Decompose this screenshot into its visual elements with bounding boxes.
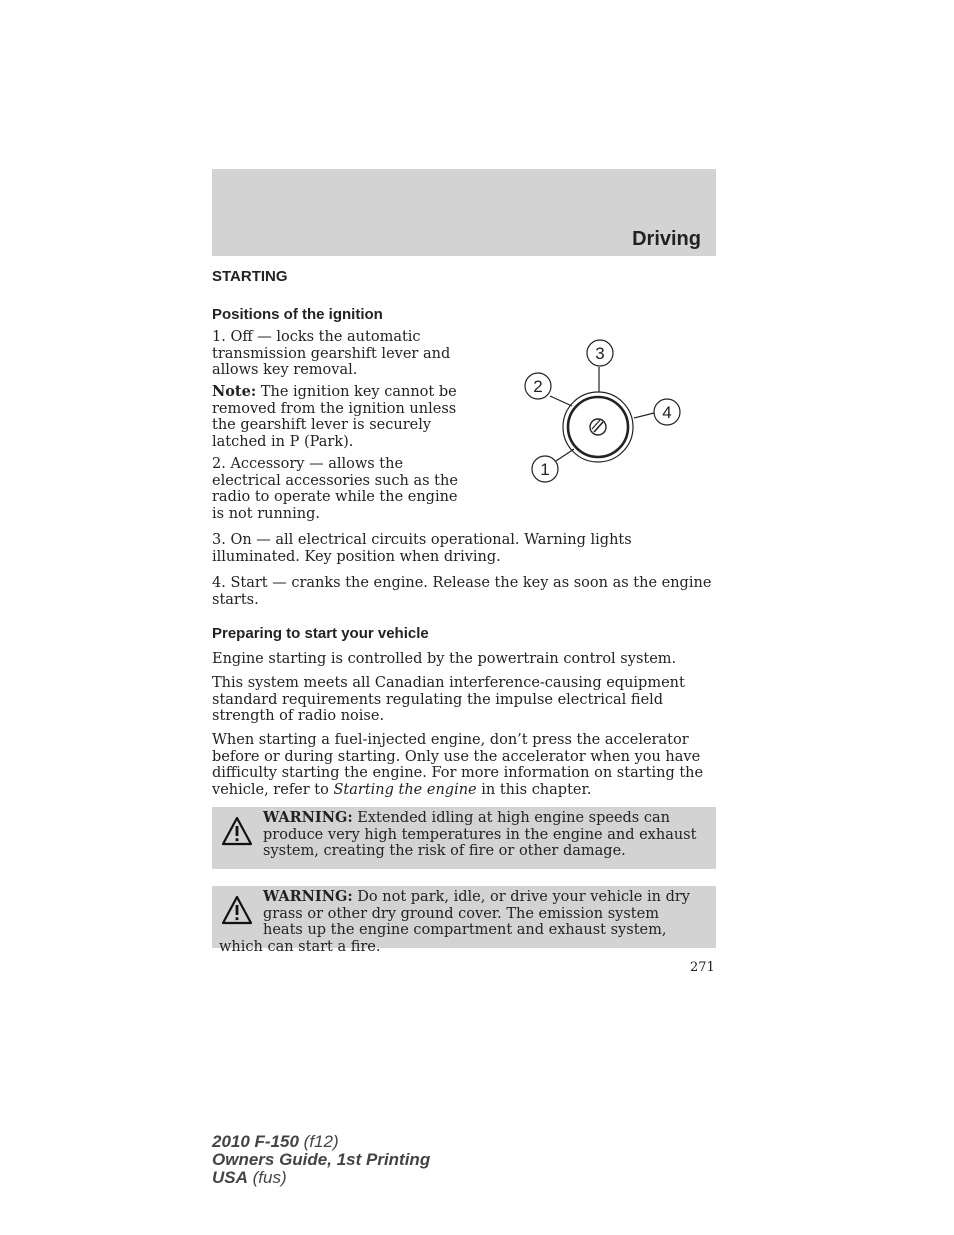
preparing-para-2: This system meets all Canadian interference-causing equipment standard requirements regulating the impulse electrical field strength of radio noise.	[212, 675, 685, 724]
section-title: Driving	[632, 228, 701, 250]
ignition-switch-diagram	[520, 336, 690, 490]
warning-text-idling	[219, 810, 702, 860]
footer-line-2: Owners Guide, 1st Printing	[212, 1150, 431, 1169]
footer-market-code: (fus)	[247, 1168, 287, 1187]
callout-3-label: 3	[595, 344, 605, 363]
cross-reference-link: Starting the engine	[333, 781, 477, 798]
note-label: Note:	[212, 383, 257, 400]
callout-1-label: 1	[540, 460, 550, 479]
leader-line-2	[550, 396, 572, 406]
ignition-item-3: 3. On — all electrical circuits operational. Warning lights illuminated. Key position when driving.	[212, 532, 632, 565]
footer-market: USA	[212, 1168, 248, 1187]
callout-4-label: 4	[662, 403, 672, 422]
ignition-item-1: 1. Off — locks the automatic transmission gearshift lever and allows key removal.	[212, 329, 451, 378]
ignition-item-4: 4. Start — cranks the engine. Release the key as soon as the engine starts.	[212, 575, 712, 608]
ignition-note	[212, 384, 467, 450]
footer-line-1	[212, 1133, 430, 1151]
preparing-para-3-start: When starting a fuel-injected engine, don’t press the accelerator before or during starting. Only use the accelerator when you have difficulty starting the engine. For more information on starting the vehicle, refer to	[212, 732, 704, 798]
footer-publication-info	[212, 1133, 430, 1187]
warning-body: Extended idling at high engine speeds can produce very high temperatures in the engine and exhaust system, creating the risk of fire or other damage.	[263, 810, 697, 859]
warning-text-dry-grass	[219, 889, 702, 955]
preparing-para-3-end: in this chapter.	[476, 781, 592, 798]
footer-model-code: (f12)	[298, 1132, 339, 1151]
leader-line-4	[634, 413, 654, 418]
warning-body: Do not park, idle, or drive your vehicle in dry grass or other dry ground cover. The emission system heats up the engine compartment and exhaust system, which can start a fire.	[219, 889, 690, 955]
footer-line-3	[212, 1169, 430, 1187]
warning-box-idling	[212, 807, 716, 869]
preparing-para-3	[212, 732, 718, 798]
section-header-band	[212, 169, 716, 256]
warning-label: WARNING:	[263, 809, 353, 826]
ignition-item-2: 2. Accessory — allows the electrical accessories such as the radio to operate while the engine is not running.	[212, 456, 458, 522]
warning-box-dry-grass	[212, 886, 716, 955]
note-text: The ignition key cannot be removed from the ignition unless the gearshift lever is securely latched in P (Park).	[212, 384, 457, 450]
warning-triangle-icon	[221, 816, 253, 846]
preparing-para-1: Engine starting is controlled by the powertrain control system.	[212, 651, 677, 667]
warning-triangle-icon	[221, 895, 253, 925]
footer-model: 2010 F-150	[212, 1132, 299, 1151]
page-number: 271	[690, 960, 715, 975]
warning-label: WARNING:	[263, 888, 353, 905]
heading-preparing: Preparing to start your vehicle	[212, 625, 429, 642]
heading-starting: STARTING	[212, 268, 288, 285]
leader-line-1	[556, 449, 574, 461]
callout-2-label: 2	[533, 377, 543, 396]
heading-ignition-positions: Positions of the ignition	[212, 306, 383, 323]
